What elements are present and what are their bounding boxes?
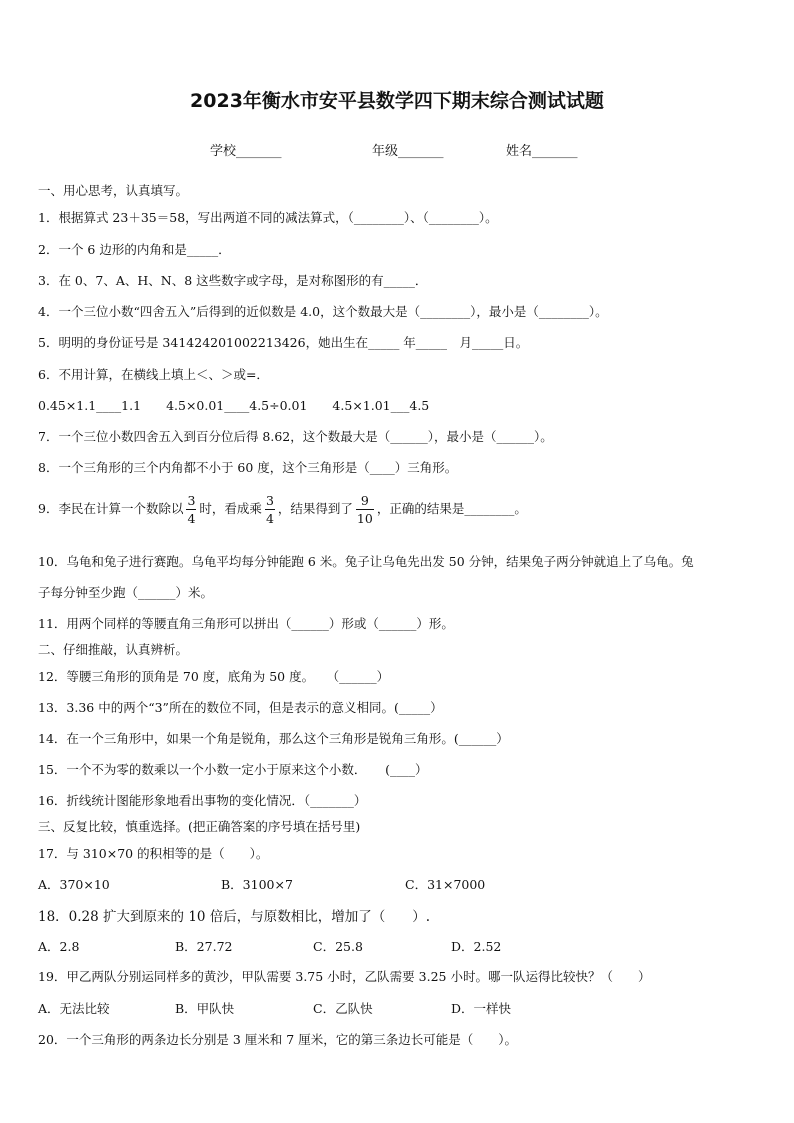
fraction-denominator: 10 <box>356 511 373 526</box>
question-14: 14．在一个三角形中，如果一个角是锐角，那么这个三角形是锐角三角形。(______） <box>38 731 509 746</box>
question-8: 8．一个三角形的三个内角都不小于 60 度，这个三角形是（____）三角形。 <box>38 460 458 475</box>
fraction-numerator: 3 <box>265 493 274 508</box>
page-title: 2023年衡水市安平县数学四下期末综合测试试题 <box>190 90 604 112</box>
fraction-9-10 <box>356 492 374 527</box>
option-a: A．无法比较 <box>38 1001 110 1016</box>
school-field: 学校_______ <box>210 144 282 159</box>
question-4: 4．一个三位小数“四舍五入”后得到的近似数是 4.0，这个数最大是（________），最小是（________）。 <box>38 304 608 319</box>
question-10-line-2: 子每分钟至少跑（______）米。 <box>38 585 214 600</box>
question-17-options <box>38 875 738 893</box>
option-c: C．乙队快 <box>313 1001 373 1016</box>
section-1-heading: 一、用心思考，认真填写。 <box>38 183 189 198</box>
option-d: D．一样快 <box>451 1001 512 1016</box>
option-c: C．31×7000 <box>405 877 486 892</box>
question-17: 17．与 310×70 的积相等的是（ ）。 <box>38 846 269 861</box>
question-16: 16．折线统计图能形象地看出事物的变化情况．（_______） <box>38 793 367 808</box>
fraction-numerator: 3 <box>187 493 196 508</box>
question-9-part-b: 时，看成乘 <box>199 501 262 516</box>
student-info-row <box>0 140 794 162</box>
option-b: B．3100×7 <box>221 877 293 892</box>
question-15: 15．一个不为零的数乘以一个小数一定小于原来这个小数． (____） <box>38 762 428 777</box>
question-6: 6．不用计算，在横线上填上＜、＞或=． <box>38 367 269 382</box>
fraction-denominator: 4 <box>265 511 274 526</box>
question-1: 1．根据算式 23＋35＝58，写出两道不同的减法算式，（________）、（________）。 <box>38 210 498 225</box>
option-a: A．2.8 <box>38 939 80 954</box>
question-9 <box>38 492 527 527</box>
question-5: 5．明明的身份证号是 341424201002213426，她出生在_____ 年_____ 月_____日。 <box>38 335 529 350</box>
question-19-options <box>38 999 738 1017</box>
question-10-line-1: 10．乌龟和兔子进行赛跑。乌龟平均每分钟能跑 6 米。兔子让乌龟先出发 50 分钟，结果兔子两分钟就追上了乌龟。兔 <box>38 554 694 569</box>
question-18-options <box>38 937 738 955</box>
option-b: B．甲队快 <box>175 1001 235 1016</box>
fraction-numerator: 9 <box>356 492 374 510</box>
question-6-items: 0.45×1.1____1.1 4.5×0.01____4.5÷0.01 4.5×1.01___4.5 <box>38 398 430 413</box>
option-c: C．25.8 <box>313 939 363 954</box>
question-18: 18．0.28 扩大到原来的 10 倍后，与原数相比，增加了（ ）. <box>38 909 431 925</box>
question-19: 19．甲乙两队分别运同样多的黄沙，甲队需要 3.75 小时，乙队需要 3.25 小时。哪一队运得比较快？（ ） <box>38 969 651 984</box>
question-20: 20．一个三角形的两条边长分别是 3 厘米和 7 厘米，它的第三条边长可能是（ ）。 <box>38 1032 517 1047</box>
grade-field: 年级_______ <box>372 144 444 159</box>
option-d: D．2.52 <box>451 939 502 954</box>
question-11: 11．用两个同样的等腰直角三角形可以拼出（______）形或（______）形。 <box>38 616 454 631</box>
fraction-denominator: 4 <box>187 511 196 526</box>
option-a: A．370×10 <box>38 877 110 892</box>
fraction-3-4-b <box>265 492 275 527</box>
fraction-3-4-a <box>186 492 196 527</box>
option-b: B．27.72 <box>175 939 233 954</box>
question-9-part-c: ，结果得到了 <box>277 501 353 516</box>
section-3-heading: 三、反复比较，慎重选择。(把正确答案的序号填在括号里) <box>38 819 361 834</box>
name-field: 姓名_______ <box>506 144 578 159</box>
question-3: 3．在 0、7、A、H、N、8 这些数字或字母，是对称图形的有_____． <box>38 273 428 288</box>
question-9-part-d: ，正确的结果是________。 <box>376 501 527 516</box>
question-7: 7．一个三位小数四舍五入到百分位后得 8.62，这个数最大是（______），最小是（______）。 <box>38 429 553 444</box>
question-2: 2．一个 6 边形的内角和是_____． <box>38 242 231 257</box>
question-13: 13．3.36 中的两个“3”所在的数位不同，但是表示的意义相同。(_____） <box>38 700 443 715</box>
section-2-heading: 二、仔细推敲，认真辨析。 <box>38 642 189 657</box>
question-9-part-a: 9．李民在计算一个数除以 <box>38 501 184 516</box>
question-12: 12．等腰三角形的顶角是 70 度，底角为 50 度。 （______） <box>38 669 390 684</box>
